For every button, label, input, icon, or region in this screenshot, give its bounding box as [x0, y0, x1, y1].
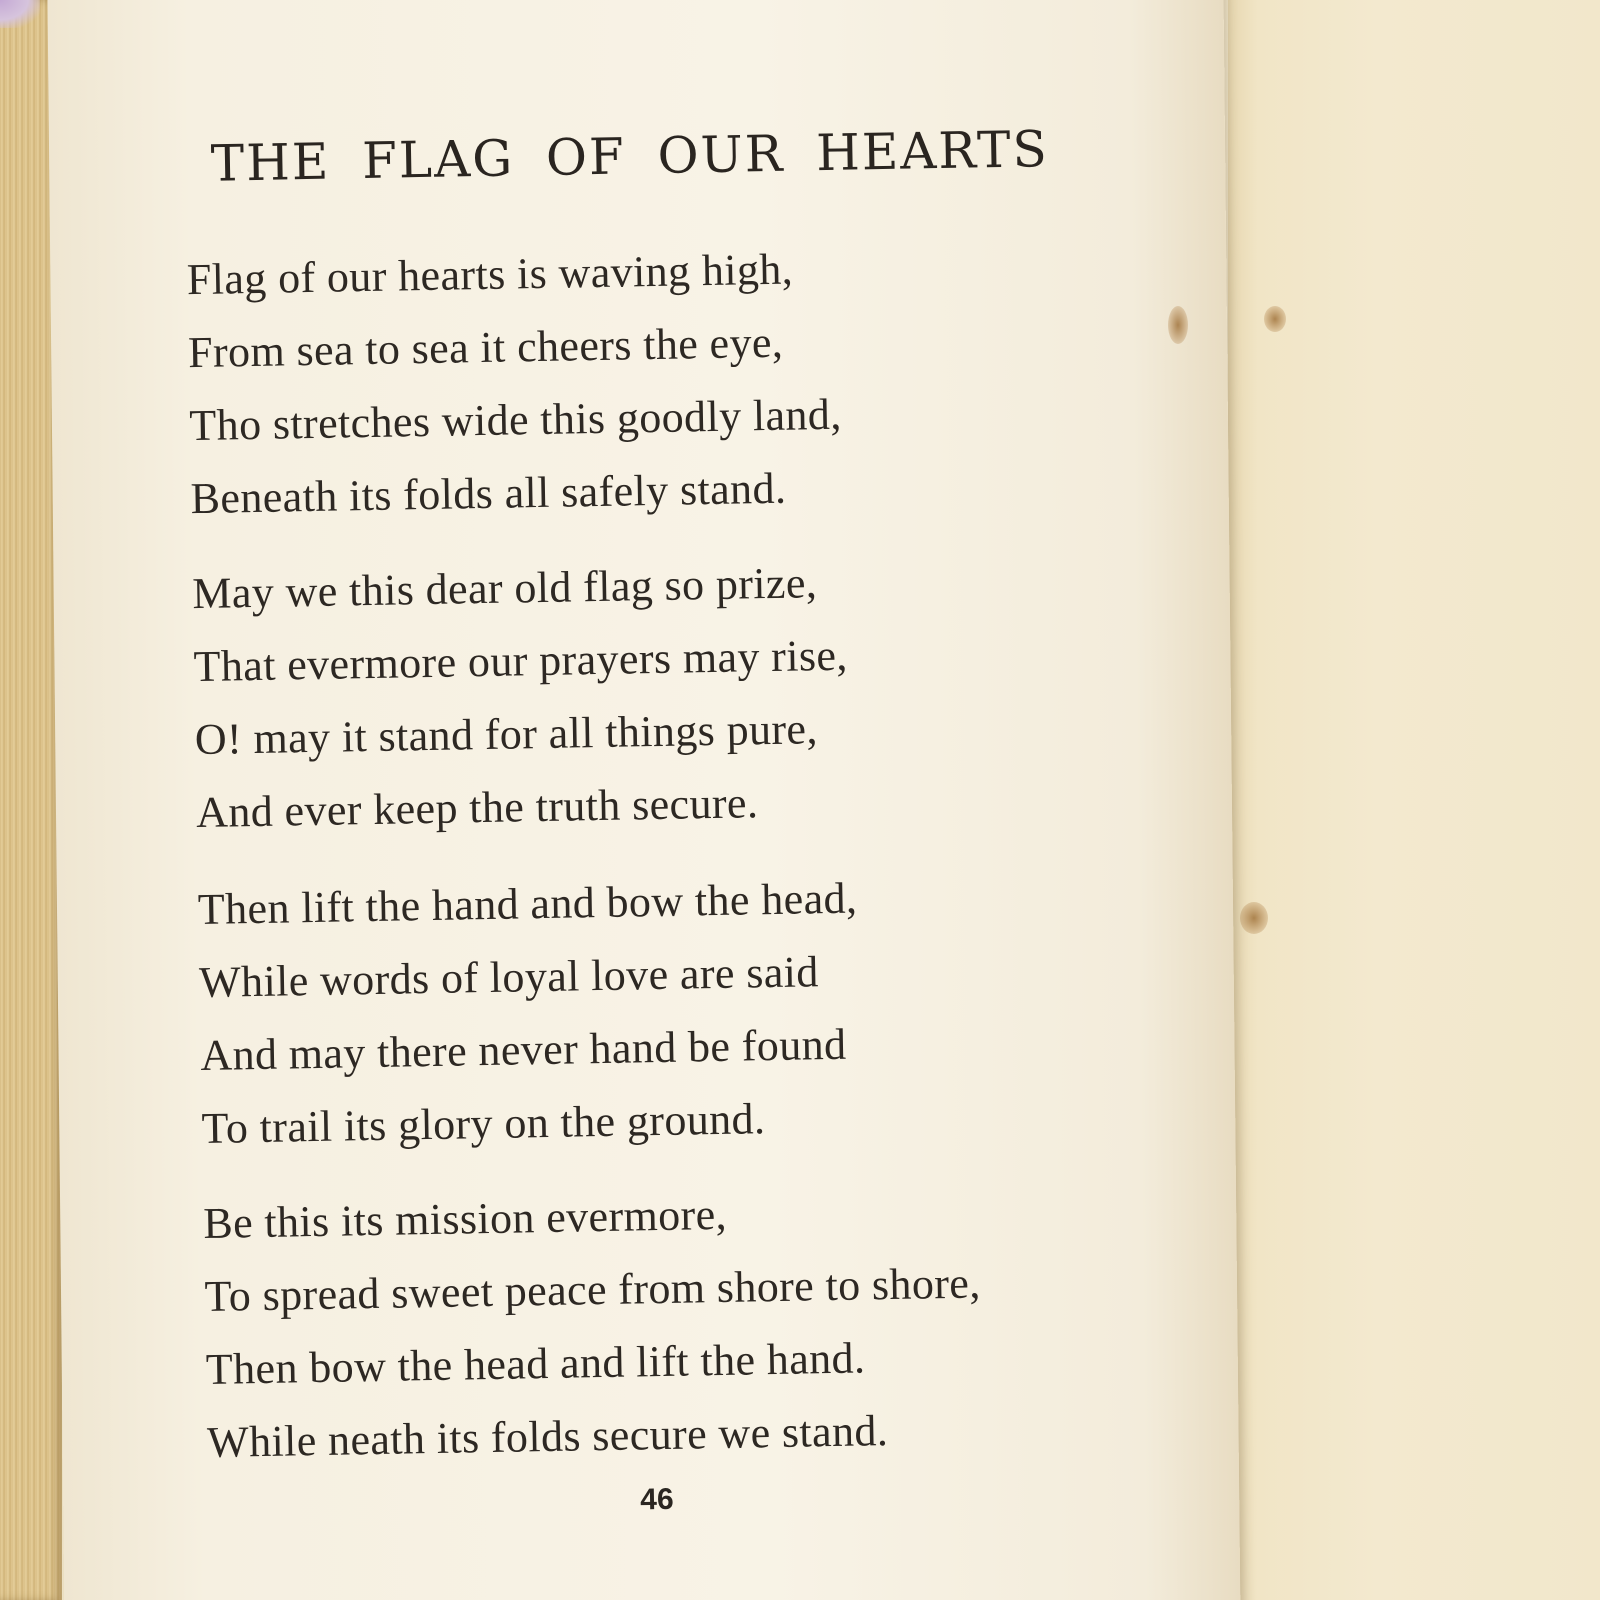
- verse-line: And ever keep the truth secure.: [195, 778, 759, 838]
- verse-line: That evermore our prayers may rise,: [193, 630, 849, 692]
- stanza: [192, 546, 851, 849]
- stanza: [186, 232, 843, 535]
- verse-line: While words of loyal love are said: [198, 947, 820, 1008]
- verse-line: From sea to sea it cheers the eye,: [187, 317, 784, 378]
- page-number: 46: [639, 1482, 674, 1517]
- verse-line: Then lift the hand and bow the head,: [197, 873, 858, 935]
- verse-line: Beneath its folds all safely stand.: [190, 463, 787, 524]
- verse-line: O! may it stand for all things pure,: [194, 704, 819, 765]
- verse-line: Tho stretches wide this goodly land,: [188, 389, 843, 451]
- stanza: [203, 1173, 984, 1479]
- verse-line: To spread sweet peace from shore to shore,: [204, 1258, 982, 1321]
- verse-line: To trail its glory on the ground.: [201, 1094, 766, 1153]
- verse-line: And may there never hand be found: [199, 1019, 847, 1081]
- verse-line: May we this dear old flag so prize,: [191, 558, 818, 619]
- verse-line: Be this its mission evermore,: [202, 1189, 728, 1248]
- poem-title: THE FLAG OF OUR HEARTS: [210, 120, 1050, 193]
- verse-line: Flag of our hearts is waving high,: [186, 244, 794, 305]
- stanza: [197, 862, 862, 1165]
- verse-line: While neath its folds secure we stand.: [206, 1406, 889, 1467]
- verse-line: Then bow the head and lift the hand.: [205, 1333, 866, 1394]
